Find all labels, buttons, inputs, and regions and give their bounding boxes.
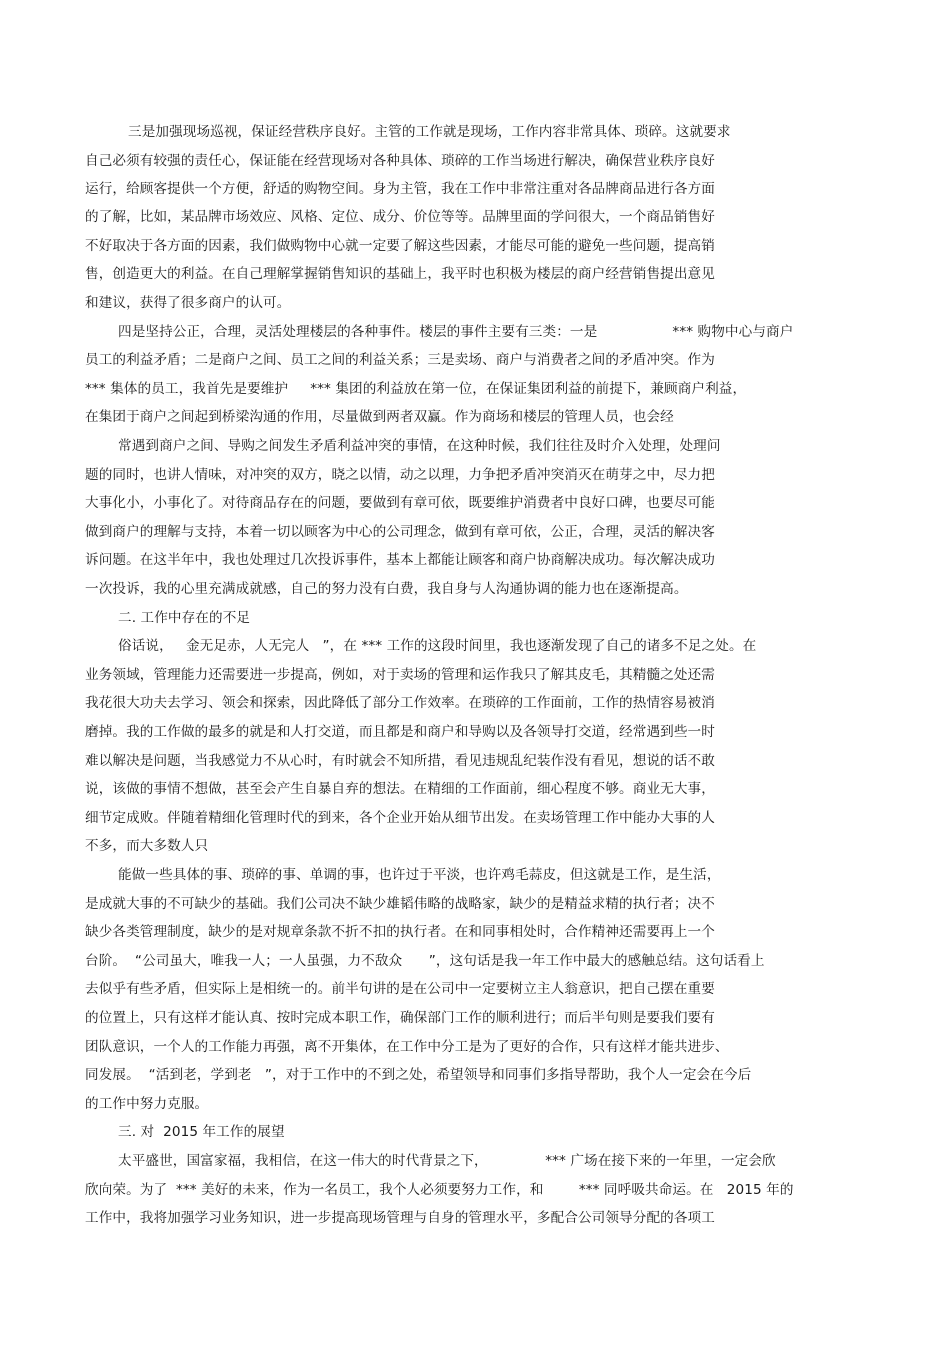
paragraph-line: 运行，给顾客提供一个方便，舒适的购物空间。身为主管，我在工作中非常注重对各品牌商品进行各方面 (85, 181, 715, 197)
paragraph-line: 团队意识，一个人的工作能力再强，离不开集体，在工作中分工是为了更好的合作，只有这样才能共进步、 (85, 1039, 729, 1055)
section-heading: 二. 工作中存在的不足 (118, 610, 251, 626)
paragraph-line: 业务领域，管理能力还需要进一步提高，例如，对于卖场的管理和运作我只了解其皮毛，其精髓之处还需 (85, 667, 715, 683)
paragraph-line: 大事化小，小事化了。对待商品存在的问题，要做到有章可依，既要维护消费者中良好口碑，也要尽可能 (85, 495, 715, 511)
paragraph-line: 磨掉。我的工作做的最多的就是和人打交道，而且都是和商户和导购以及各领导打交道，经常遇到些一时 (85, 724, 715, 740)
paragraph-line: 员工的利益矛盾；二是商户之间、员工之间的利益关系；三是卖场、商户与消费者之间的矛盾冲突。作为 (85, 352, 715, 368)
paragraph-line: 自己必须有较强的责任心，保证能在经营现场对各种具体、琐碎的工作当场进行解决，确保营业秩序良好 (85, 153, 715, 169)
paragraph-line: 细节定成败。伴随着精细化管理时代的到来，各个企业开始从细节出发。在卖场管理工作中能办大事的人 (85, 810, 715, 826)
paragraph-line: 一次投诉，我的心里充满成就感，自己的努力没有白费，我自身与人沟通协调的能力也在逐渐提高。 (85, 581, 688, 597)
paragraph-line: 常遇到商户之间、导购之间发生矛盾利益冲突的事情，在这种时候，我们往往及时介入处理，处理问 (118, 438, 721, 454)
paragraph-line: 欣向荣。为了 *** 美好的未来，作为一名员工，我个人必须要努力工作，和 *** 同呼吸共命运。在 2015 年的 (85, 1182, 794, 1198)
paragraph-line: 四是坚持公正，合理，灵活处理楼层的各种事件。楼层的事件主要有三类：一是 *** 购物中心与商户 (118, 324, 794, 340)
paragraph-line: 难以解决是问题，当我感觉力不从心时，有时就会不知所措，看见违规乱纪装作没有看见，想说的话不敢 (85, 753, 715, 769)
paragraph-line: 同发展。 “活到老，学到老 ”，对于工作中的不到之处，希望领导和同事们多指导帮助，我个人一定会在今后 (85, 1067, 752, 1083)
paragraph-line: 缺少各类管理制度，缺少的是对规章条款不折不扣的执行者。在和同事相处时，合作精神还需要再上一个 (85, 924, 715, 940)
paragraph-line: 的位置上，只有这样才能认真、按时完成本职工作，确保部门工作的顺利进行；而后半句则是要我们要有 (85, 1010, 715, 1026)
paragraph-line: 台阶。 “公司虽大，唯我一人；一人虽强，力不敌众 ”，这句话是我一年工作中最大的感触总结。这句话看上 (85, 953, 765, 969)
paragraph-line: 我花很大功夫去学习、领会和探索，因此降低了部分工作效率。在琐碎的工作面前，工作的热情容易被消 (85, 695, 715, 711)
paragraph-line: 俗话说， 金无足赤，人无完人 ”，在 *** 工作的这段时间里，我也逐渐发现了自己的诸多不足之处。在 (118, 638, 757, 654)
paragraph-line: 的工作中努力克服。 (85, 1096, 209, 1112)
paragraph-line: *** 集体的员工，我首先是要维护 *** 集团的利益放在第一位，在保证集团利益的前提下，兼顾商户利益， (85, 381, 747, 397)
paragraph-line: 售，创造更大的利益。在自己理解掌握销售知识的基础上，我平时也积极为楼层的商户经营销售提出意见 (85, 266, 715, 282)
paragraph-line: 的了解，比如，某品牌市场效应、风格、定位、成分、价位等等。品牌里面的学问很大，一个商品销售好 (85, 209, 715, 225)
paragraph-line: 做到商户的理解与支持，本着一切以顾客为中心的公司理念，做到有章可依，公正，合理，灵活的解决客 (85, 524, 715, 540)
paragraph-line: 不好取决于各方面的因素，我们做购物中心就一定要了解这些因素，才能尽可能的避免一些问题，提高销 (85, 238, 715, 254)
paragraph-line: 和建议，获得了很多商户的认可。 (85, 295, 291, 311)
section-heading: 三. 对 2015 年工作的展望 (118, 1124, 285, 1140)
paragraph-line: 不多，而大多数人只 (85, 838, 209, 854)
paragraph-line: 能做一些具体的事、琐碎的事、单调的事，也许过于平淡，也许鸡毛蒜皮，但这就是工作，是生活， (118, 867, 721, 883)
paragraph-line: 工作中，我将加强学习业务知识，进一步提高现场管理与自身的管理水平，多配合公司领导分配的各项工 (85, 1210, 715, 1226)
paragraph-line: 诉问题。在这半年中，我也处理过几次投诉事件，基本上都能让顾客和商户协商解决成功。每次解决成功 (85, 552, 715, 568)
paragraph-line: 在集团于商户之间起到桥梁沟通的作用，尽量做到两者双赢。作为商场和楼层的管理人员，也会经 (85, 409, 674, 425)
paragraph-line: 太平盛世，国富家福，我相信，在这一伟大的时代背景之下， *** 广场在接下来的一年里，一定会欣 (118, 1153, 776, 1169)
paragraph-line: 是成就大事的不可缺少的基础。我们公司决不缺少雄韬伟略的战略家，缺少的是精益求精的执行者；决不 (85, 896, 715, 912)
paragraph-line: 去似乎有些矛盾，但实际上是相统一的。前半句讲的是在公司中一定要树立主人翁意识，把自己摆在重要 (85, 981, 715, 997)
paragraph-line: 题的同时，也讲人情味，对冲突的双方，晓之以情，动之以理，力争把矛盾冲突消灭在萌芽之中，尽力把 (85, 467, 715, 483)
paragraph-line: 三是加强现场巡视，保证经营秩序良好。主管的工作就是现场，工作内容非常具体、琐碎。这就要求 (128, 124, 731, 140)
paragraph-line: 说，该做的事情不想做，甚至会产生自暴自弃的想法。在精细的工作面前，细心程度不够。商业无大事， (85, 781, 715, 797)
